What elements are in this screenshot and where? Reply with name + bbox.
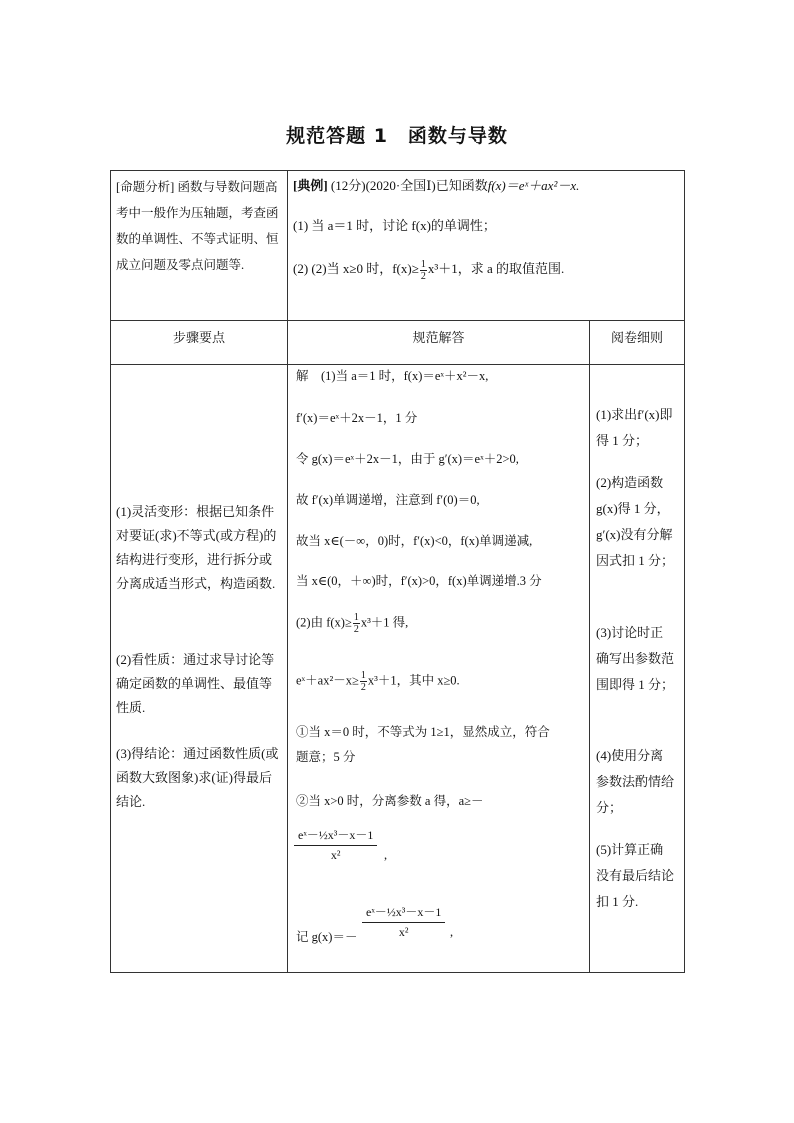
fraction-numerator: eˣ－½x³－x－1 [362,903,445,923]
table-col-divider-1 [287,170,288,973]
note-4: (4)使用分离参数法酌情给分； [596,748,675,815]
separation-fraction [294,826,377,863]
table-col-divider-2 [589,320,590,973]
frac-den: 2 [360,682,366,693]
solution-line-1: 解 (1)当 a＝1 时，f(x)＝eˣ＋x²－x, [296,369,489,383]
half-fraction [353,612,360,635]
table-border-bottom [110,972,685,973]
solution-line-9a: ①当 x＝0 时，不等式为 1≥1，显然成立，符合 [296,725,550,739]
solution-line-7-post: x³＋1 得, [360,615,409,630]
note-5: (5)计算正确没有最后结论扣 1 分. [596,842,675,909]
solution-line-10: ②当 x>0 时，分离参数 a 得，a≥－ [296,794,484,808]
example-q2-fraction [420,259,427,282]
solution-line-8-pre: eˣ＋ax²－x≥ [296,673,359,688]
note-2: (2)构造函数g(x)得 1 分，g′(x)没有分解因式扣 1 分； [596,475,675,568]
example-tag: [典例] [293,178,328,193]
note-1: (1)求出f′(x)即得 1 分； [596,407,673,448]
solution-line-5: 故当 x∈(－∞，0)时，f′(x)<0，f(x)单调递减, [296,534,533,548]
example-intro: (12分)(2020·全国Ⅰ)已知函数 [330,178,488,193]
frac-den: 2 [353,624,359,635]
fraction-comma: , [384,848,388,862]
solution-line-7-pre: (2)由 f(x)≥ [296,615,352,630]
frac-den: 2 [420,270,426,282]
fraction-numerator: eˣ－½x³－x－1 [294,826,377,846]
example-q2 [293,258,564,282]
table-row-divider-2 [110,364,685,365]
example-q2-post: x³＋1，求 a 的取值范围. [427,261,565,276]
frac-num: 1 [360,670,366,681]
step-3: (3)得结论：通过函数性质(或函数大致图象)求(证)得最后结论. [116,746,279,809]
example-func: f(x)＝eˣ＋ax²－x. [487,178,580,193]
header-solution: 规范解答 [412,330,465,345]
header-notes: 阅卷细则 [610,330,663,345]
solution-line-8-post: x³＋1，其中 x≥0. [367,673,460,688]
frac-num: 1 [353,612,359,623]
fraction-denominator: x² [330,848,341,862]
table-border-top [110,170,685,171]
g-fraction-comma: , [450,925,454,939]
note-3: (3)讨论时正确写出参数范围即得 1 分； [596,625,675,692]
solution-line-6: 当 x∈(0，＋∞)时，f′(x)>0，f(x)单调递增.3 分 [296,574,542,588]
solution-line-9b: 题意；5 分 [296,750,356,764]
half-fraction [360,670,367,693]
step-2: (2)看性质：通过求导讨论等确定函数的单调性、最值等性质. [116,652,275,715]
example-q1: (1) 当 a＝1 时，讨论 f(x)的单调性； [293,218,496,233]
solution-line-11: 记 g(x)＝－ [296,930,358,944]
analysis-cell [116,174,281,278]
table-border-left [110,170,111,973]
g-fraction [362,903,445,940]
fraction-denominator: x² [398,925,409,939]
solution-line-4: 故 f′(x)单调递增，注意到 f′(0)＝0, [296,493,480,507]
frac-num: 1 [420,258,426,270]
header-steps: 步骤要点 [172,330,225,345]
example-intro-line [293,175,579,194]
table-row-divider-1 [110,320,685,321]
solution-line-8 [296,670,460,693]
solution-line-3: 令 g(x)＝eˣ＋2x－1，由于 g′(x)＝eˣ＋2>0, [296,452,519,466]
solution-line-7 [296,612,408,635]
step-1: (1)灵活变形：根据已知条件对要证(求)不等式(或方程)的结构进行变形，进行拆分或分离成适当形式，构造函数. [116,504,277,591]
example-q2-pre: (2) (2)当 x≥0 时，f(x)≥ [293,261,419,276]
solution-line-2: f′(x)＝eˣ＋2x－1，1 分 [296,411,418,425]
table-border-right [684,170,685,973]
analysis-text: 函数与导数问题高考中一般作为压轴题，考查函数的单调性、不等式证明、恒成立问题及零点问题等. [116,180,279,272]
page-title: 规范答题 1 函数与导数 [286,125,508,147]
analysis-tag: [命题分析] [116,180,175,194]
